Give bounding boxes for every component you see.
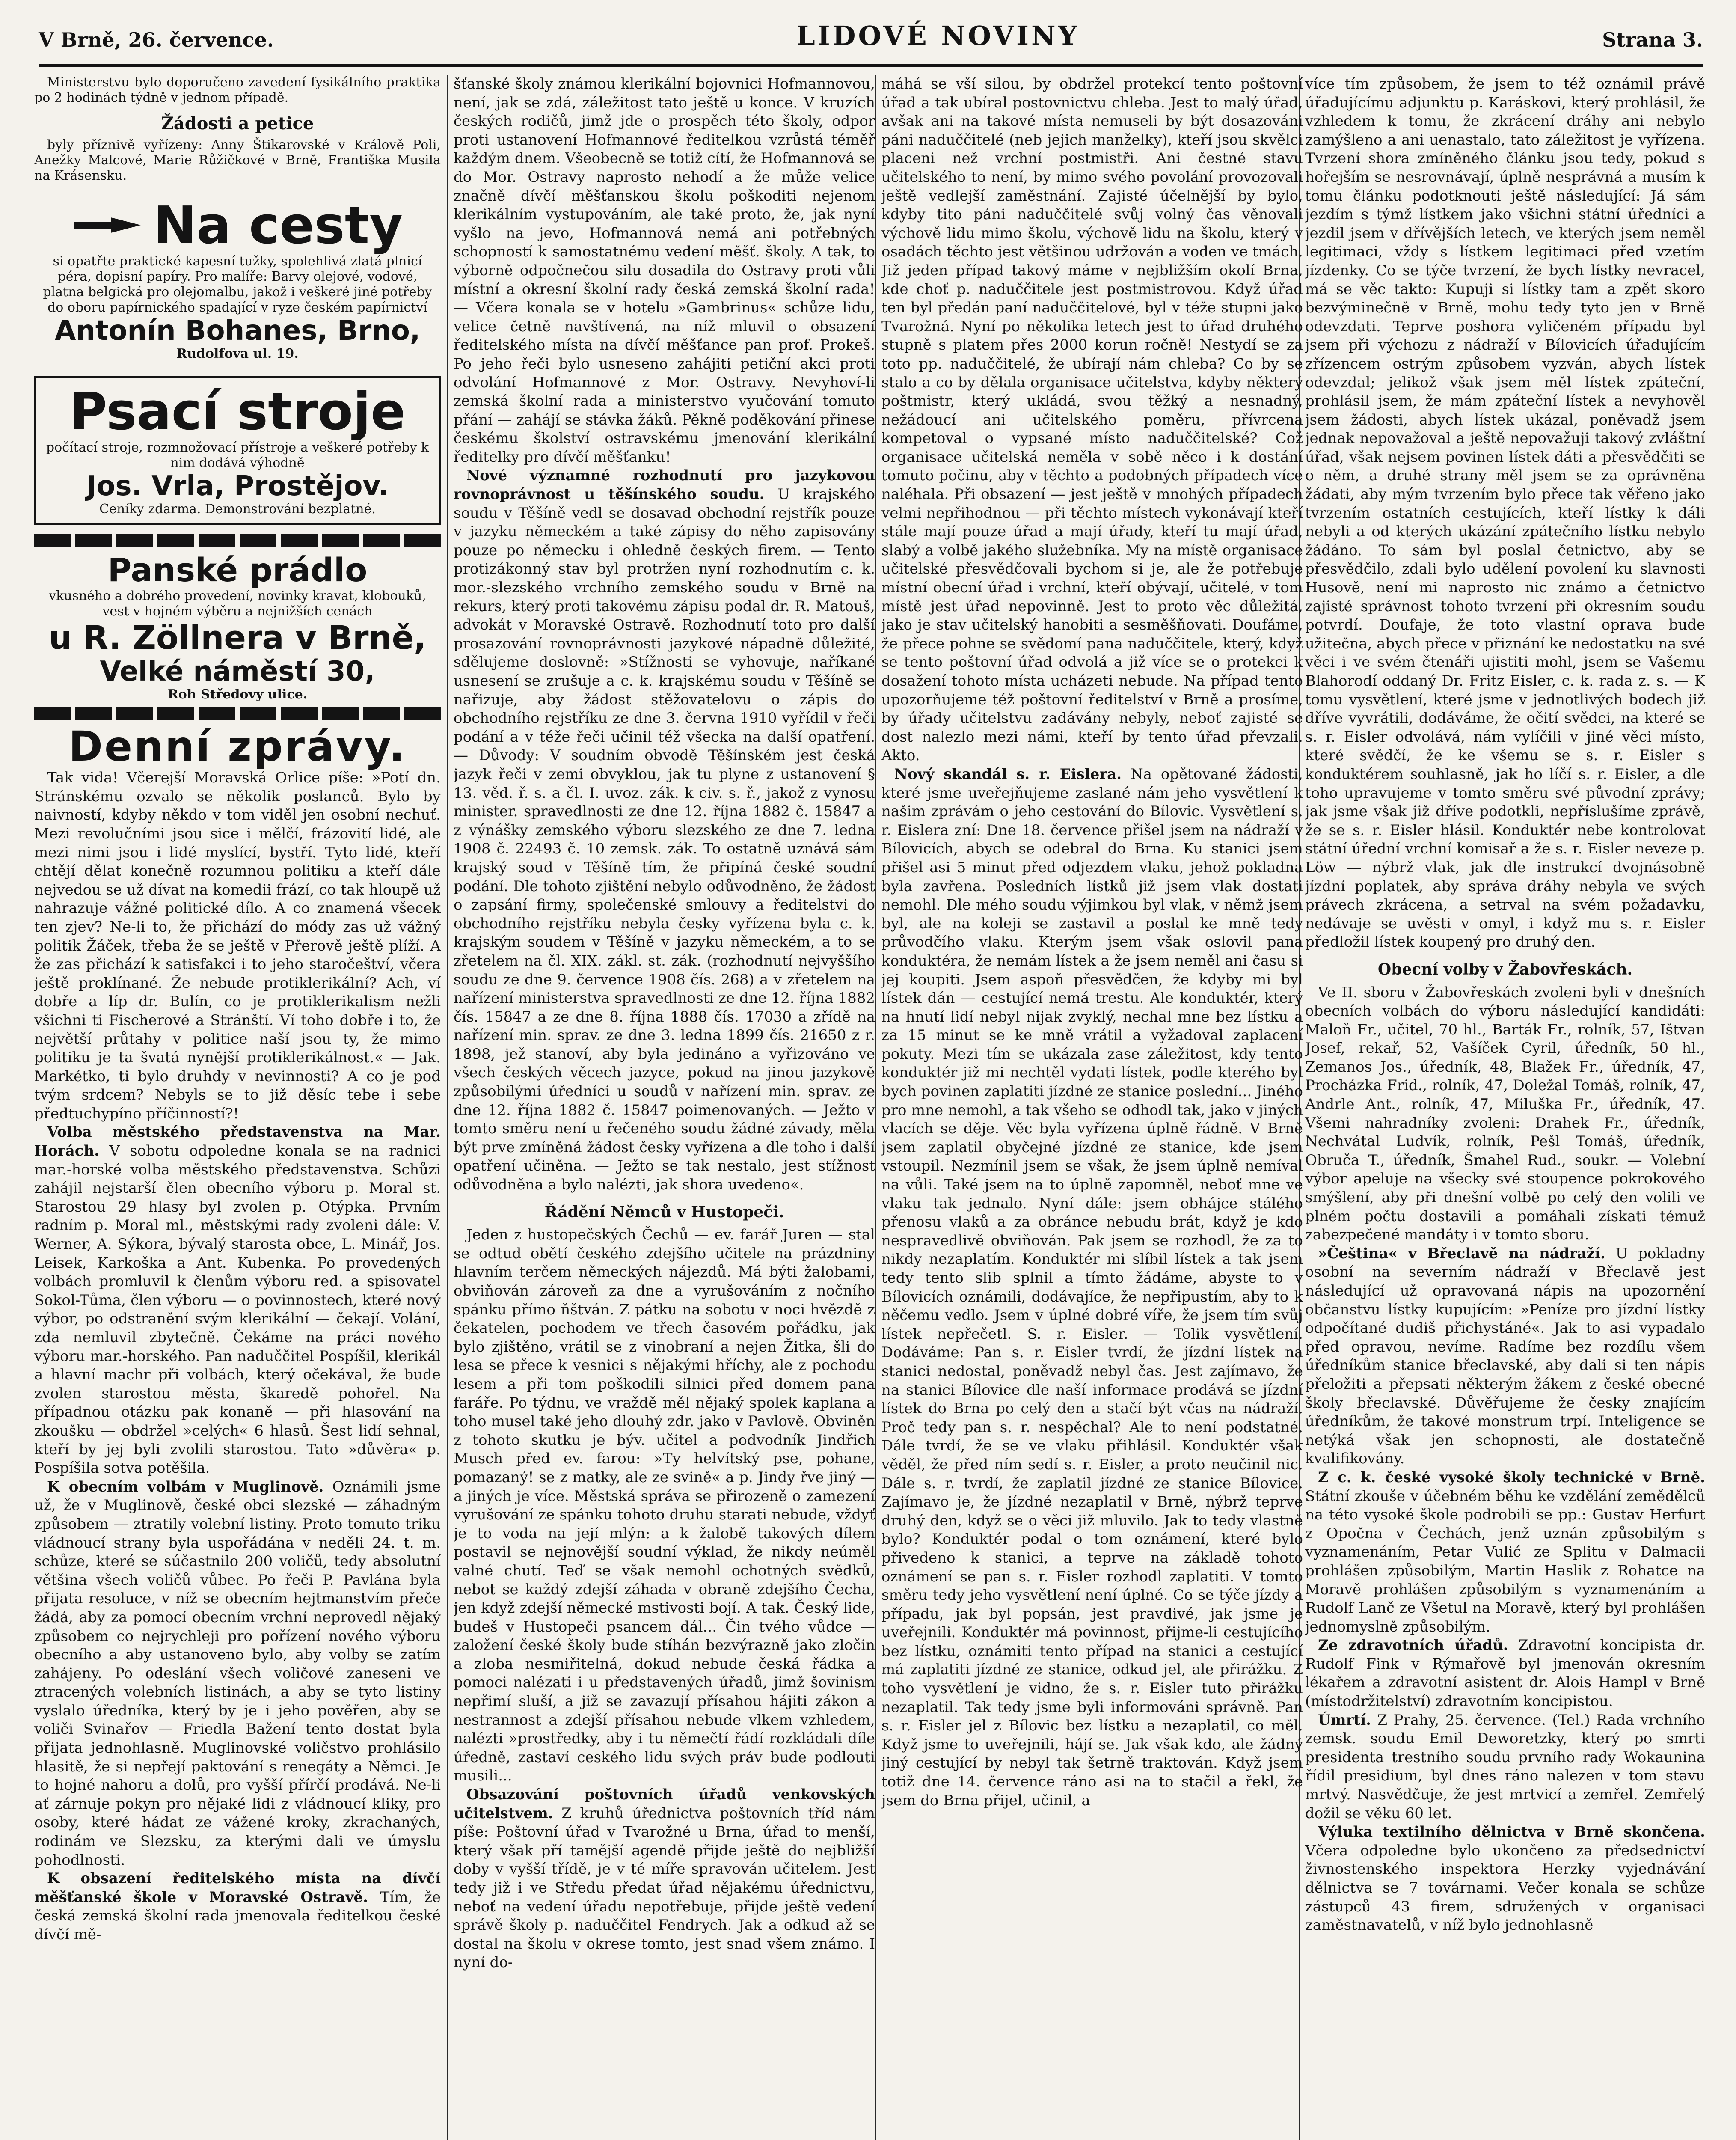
header-rule bbox=[39, 64, 1703, 67]
article-body: Z kruhů úřednictva poštovních tříd nám píše: Poštovní úřad v Tvarožné u Brna, úřad to menší, který však pří tamější agendě přijde ještě do nejbližší doby v vyšší třídě, je v té míře spravován učitelem. Jest tedy již i ve Středu předat úřad nějakému úřednictvu, neboť na vedení úřadu nepotřebuje, přijde ještě vedení správě školy p. naduččitel Fendrych. Jak a odkud až se dostal na školu v okrese tomto, jest snad všem známo. I nyní do- bbox=[454, 1804, 875, 1971]
article-body: Na opětované žádosti, které jsme uveřejňujeme zaslané nám jeho vysvětlení k našim zprávám o jeho cestování do Bílovic. Vysvětlení s. r. Eislera zní: Dne 18. července přišel jsem na nádraží v Bílovicích, abych se odebral do Brna. Ku stanici jsem přišel asi 5 minut před odjezdem vlaku, jehož pokladna byla zavřena. Posledních lístků již jsem vlak dostati nemohl. Dle mého soudu výjimkou byl vlak, v němž jsem byl, ale na koleji se zastavil a poslal ke mně tedy průvodčího vlaku. Kterým jsem však oslovil pana konduktéra, že nemám lístek a že jsem neměl ani času si jej koupiti. Jsem aspoň přesvědčen, že kdyby mi byl lístek dán — cestující nemá trestu. Ale konduktér, který na hnutí lidí nebyl nijak zvyklý, nechal mne bez lístku a za 15 minut se ke mně vrátil a vyžadoval zaplacení pokuty. Mezi tím se ukázala zase záležitost, kdy tento konduktér již mi nechtěl vydati lístek, podle kterého byl bych povinen zaplatiti jízdné ze stanice poslední... Jiného pro mne nemohl, a tak všeho se odhodl tak, jako v jiných vlacích se děje. Věc byla vyřízena úplně řádně. V Brně jsem zaplatil obyčejné jízdné ze stanice, kde jsem vstoupil. Nezmínil jsem se však, že jsem úplně nemíval na vůli. Také jsem na to úplně zapomněl, neboť mne ve vlaku tak jednalo. Nyní dále: jsem obhájce stálého přenosu vlaků a za obránce nebudu brát, když je kdo nespravedlivě obviňován. Pak jsem se rozhodl, že za to nikdy nezaplatím. Konduktér mi slíbil lístek a tak jsem tedy tento slib splnil a tímto žádáme, abyste to v Bílovicích oznámili, dodávajíce, že nepřipustím, aby to k něčemu vedlo. Jsem v úplné dobré víře, že jsem tím svůj lístek nepřečetl. S. r. Eisler. — Tolik vysvětlení. Dodáváme: Pan s. r. Eisler tvrdí, že jízdní lístek na stanici nedostal, poněvadž nebyl čas. Jest zajímavo, že na stanici Bílovice dle naší informace prodává se jízdní lístek do Brna po celý den a stačí být včas na nádraží. Proč tedy pan s. r. nespěchal? Ale to není podstatné. Dále tvrdí, že se ve vlaku přihlásil. Konduktér však věděl, že před ním sedí s. r. Eisler, a proto neučinil nic. Dále s. r. tvrdí, že zaplatil jízdné ze stanice Bílovice. Zajímavo je, že jízdné nezaplatil v Brně, nýbrž teprve druhý den, když se o věci již mluvilo. Jak to tedy vlastně bylo? Konduktér podal o tom oznámení, které bylo přivedeno k stanici, a teprve na základě tohoto oznámení se pan s. r. Eisler rozhodl zaplatiti. V tomto směru tedy jeho vysvětlení není úplné. Co se týče jízdy a případu, jak byl popsán, jest pravdivé, jak jsme je uveřejnili. Konduktér má povinnost, přijme-li cestujícího bez lístku, oznámiti tento případ na stanici a cestující má zaplatiti jízdné ze stanice, odkud jel, ale přirážku. Z toho vysvětlení je vidno, že s. r. Eisler tuto přirážku nezaplatil. Tak tedy jsme byli informováni správně. Pan s. r. Eisler jel z Bílovic bez lístku a nezaplatil, co měl. Když jsme to uveřejnili, hájí se. Jak však kdo, ale žádný jiný cestující by nebyl tak šetrně traktován. Když jsem totiž dne 14. července ráno asi na to stačil a řekl, že jsem do Brna přijel, učinil, a bbox=[881, 765, 1303, 1809]
section-heading: Denní zprávy. bbox=[68, 722, 407, 770]
article-heading: Výluka textilního dělnictva v Brně skončena. bbox=[1318, 1823, 1705, 1841]
ad-border-pattern bbox=[34, 534, 441, 547]
article-body: Státní zkouše v účebném běhu ke vzdělání zemědělců na této vysoké škole podrobili se pp.: Gustav Herfurt z Opočna v Čechách, jenž uznán způsobilým s vyznamenáním, Petar Vulić ze Splitu v Dalmacii prohlášen způsobilým, Martin Haslik z Rohatce na Moravě prohlášen způsobilým s vyznamenáním a Rudolf Lanč ze Všetul na Moravě, který byl prohlášen jednomyslně způsobilým. bbox=[1305, 1487, 1705, 1635]
ad-psaci-title: Psací stroje bbox=[69, 382, 406, 442]
ad-pradlo-text: vkusného a dobrého provedení, novinky kravat, klobouků, vest v hojném výběru a nejnižších cenách bbox=[49, 588, 426, 619]
article-body: Jeden z hustopečských Čechů — ev. farář Juren — stal se odtud obětí českého zdejšího učitele na prázdniny hlavním terčem německých nájezdů. Má býti žalobami, obviňován zároveň za dne a vyrušováním z nočního spánku přímo ňštván. Z pátku na sobotu v noci hvězdě z čekatelen, pochodem ve třech časovém pořádku, jak bylo zjištěno, vrátil se z vinobraní a nejen Žitka, šli do lesa se přece k vesnici s nějakými hříchy, ale z pochodu lesem a při tom poškodili silnici před domem pana faráře. Po týdnu, ve vraždě měl nějaký spolek kaplana a toho musel také jeho dlouhý zdr. jako v Pavlově. Obviněn z tohoto skutku je býv. učitel a podvodník Jindřich Musch před ev. farou: »Ty helvítský pse, pohane, pomazaný! se z matky, ale ze svině« a p. Jindy řve jiný — a jiných je více. Městská správa se přirozeně o zamezení vyrušování ze spánku tohoto druhu starati nebude, vždyť je to voda na její mlýn: a k žalobě takových dílem postavil se nejnovější soudní výklad, že nikdy neúměl valné chutí. Teď se však nemohl ochotných svědků, nebot se každý zdejší záhada v obraně zdejšího Čecha, jen když zdejší německé mstivosti bojí. A tak. Český lide, budeš v Hustopeči psancem dál... Čin tvého vůdce — založení české školy bude stíhán bezvýrazně jako zločin a zloba nesmiřitelná, dokud nebude česká řádka a pomoci nalézati i u představených úřadů, jimž šovinism nepřimí sluší, a již se zavazují přísahou hájiti zákon a nestrannost a zdejší přísahou nebude vlkem vzhledem, nalézti »prostředky, aby i tu němečtí řádí rozkládali díle úředně, zastaví ceského lidu svých práv bude podlouti musili... bbox=[454, 1226, 875, 1785]
article-body: U krajského soudu v Těšíně vedl se dosavad obchodní rejstřík pouze v jazyku německém a také zápisy do něho zapisovány pouze po německu i ohledně českých firem. — Tento protizákonný stav byl protržen nyní rozhodnutím c. k. mor.-slezského vrchního zemského soudu v Brně na rekurs, který proti takovému zápisu podal dr. R. Matouš, advokát v Moravské Ostravě. Rozhodnutí toto pro další prosazování rovnoprávnosti jazykové nápadně důležité, sdělujeme doslovně: »Stížnosti se vyhovuje, naříkané usnesení se zrušuje a c. k. krajskému soudu v Těšíně se nařizuje, aby žádost stěžovatelovu o zápis do obchodního rejstříku ze dne 3. června 1910 vyřídil v řeči podání a v téže řeči učinil též všecka na další opatření. — Důvody: V soudním obvodě Těšínském jest česká jazyk řeči v zemi obvyklou, jak tu plyne z ustanovení § 13. věd. ř. s. a čl. I. uvoz. zák. k civ. s. ř., jakož z vynosu minister. spravedlnosti ze dne 12. října 1882 č. 15847 a z výnášky zemského výboru slezského ze dne 7. ledna 1908 č. 22493 č. 10 zemsk. zák. To ostatně uznává sám krajský soud v Těšíně tím, že připíná české soudní podání. Dle tohoto zjištění nebylo odůvodněno, že žádost o zapsání firmy, společenské smlouvy a ředitelstvi do obchodního rejstříku nebyla česky vyřízena byla c. k. krajským soudem v Těšíně v jazyku německém, a to se zřetelem na čl. XIX. zákl. st. zák. (rozhodnutí nejvyššího soudu ze dne 9. července 1908 čís. 268) a v zřetelem na nařízení ministerstva spravedlnosti ze dne 12. října 1882 čís. 15847 a ze dne 8. října 1888 čís. 17030 a zřídě na nařízení min. sprav. ze dne 3. ledna 1899 čís. 21650 z r. 1898, jež stanoví, aby byla jedináno a vyřizováno ve všech českých věcech jazyce, pokud na jinou jazykově způsobilými úředníci u soudů v nařízení min. sprav. ze dne 12. října 1882 č. 15847 poimenovaných. — Ježto v tomto směru není u řečeného soudu žádné závady, měla být prve zmíněná žádost česky vyřízena a dle toho i další opatření učiněna. — Ježto se tak nestalo, jest stížnost odůvodněna a bylo nalézti, jak shora uvedeno«. bbox=[454, 486, 875, 1194]
page-header bbox=[39, 17, 1703, 51]
column-1 bbox=[34, 75, 441, 2140]
ad-psaci-footer: Ceníky zdarma. Demonstrování bezplatné. bbox=[99, 501, 376, 517]
article-heading: »Čeština« v Břeclavě na nádraží. bbox=[1318, 1245, 1605, 1262]
column-3 bbox=[881, 75, 1303, 2140]
ad-cesty-text: si opatřte praktické kapesní tužky, spolehlivá zlatá plnicí péra, dopisní papíry. Pro malíře: Barvy olejové, vodové, platna belgická pro olejomalbu, jakož i veškeré jiné potřeby do oboru papírnického spadající v ryze českém papírnictví bbox=[43, 253, 432, 315]
ad-na-cesty bbox=[34, 192, 441, 368]
article-heading: Řádění Němců v Hustopeči. bbox=[544, 1203, 784, 1221]
ad-cesty-name: Antonín Bohanes, Brno, bbox=[54, 315, 421, 347]
article-heading: K obsazení ředitelského místa na dívčí měšťanské škole v Moravské Ostravě. bbox=[34, 1870, 441, 1906]
article-body: U pokladny osobní na severním nádraží v Břeclavě jest následující už opravovaná nápis na upozornění občanstvu lístky kupujícím: »Peníze pro jízdní lístky odpočítané dudiš přichystáné«. Jak to asi vypadalo před opravou, nevíme. Radíme bez rozdílu všem úředníkům stanice břeclavské, aby dali si ten nápis přeložiti a přepsati některým žákem z české obecné školy břeclavské. Důvěřujeme že česky znajícím úředníkům, že takové monstrum trpí. Inteligence se netýká však jen schopnosti, ale dostatečně kvalifikovány. bbox=[1305, 1245, 1705, 1468]
article-heading: Z c. k. české vysoké školy technické v Brně. bbox=[1318, 1468, 1705, 1486]
ad-pradlo-address: Velké náměstí 30, bbox=[100, 655, 375, 687]
ad-psaci-name: Jos. Vrla, Prostějov. bbox=[86, 470, 389, 502]
column-2 bbox=[454, 75, 875, 2140]
article-heading: Nový skandál s. r. Eislera. bbox=[894, 765, 1122, 783]
article-body: více tím způsobem, že jsem to též oznámil právě úřadujícímu adjunktu p. Karáskovi, který prohlásil, že vzhledem k tomu, že zkrácení dráhy ani nebylo zamýšleno a ani uenastalo, tato záležitost je vyřízena. Tvrzení shora zmíněného článku jsou tedy, pokud s hořejším se nesrovnávají, úplně nesprávná a musím k tomu článku podotknouti ještě následující: Já sám jezdím s týmž lístkem jako všichni státní úředníci a jezdil jsem v dřívějších letech, ve kterých jsem neměl legitimaci, vždy s lístkem legitimaci před vzetím jízdenky. Co se týče tvrzení, že bych lístky nevracel, má se věc takto: Kupuji si lístky tam a zpět skoro bezvýminečně v Brně, mohu tedy tyto jen v Brně odevzdati. Teprve poshora vyličeném případu byl jsem při výchozu z nádraží v Bílovicích úřadujícím zřízencem ostrým způsobem vyzván, abych lístek odevzdal; jelikož však jsem měl lístek zpáteční, prohlásil jsem, že mám zpáteční lístek a nevyhověl jsem žádosti, abych lístek ukázal, poněvadž jsem jednak nepovažoval a ještě nepovažuji takový zvláštní úřad, však nejsem povinen lístek dáti a přesvědčiti se o něm, a druhé strany měl jsem se za oprávněna žádati, aby mým tvrzením bylo přece tak věřeno jako tvrzením ostatních cestujících, kteří lístky k dáli nebyli a od kterých ukázání zpátečního lístku nebylo žádáno. To sám byl poslal četnictvo, aby se přesvědčilo, zdali bylo udělení povolení ku slavnosti Husově, není mi naprosto nic známo a četnictvo zajisté správnost tohoto tvrzení při okresním soudu potvrdí. Doufaje, že toto vlastní oprava bude užitečna, abych přece v přiznání ke nedostatku na své věci i ve svém čtenáři ujistiti mohl, jsem se Vašemu Blahorodí oddaný Dr. Fritz Eisler, c. k. rada z. s. — K tomu vysvětlení, které jsme v jednotlivých bodech již dříve vyvrátili, dodáváme, že očití svědci, na které se s. r. Eisler odvolává, nám vylíčili v jiné věci místo, které svědčí, že ke všemu se s. r. Eisler s konduktérem souhlasně, jak ho líčí s. r. Eisler, a dle toho upravujeme v tomto směru své původní zprávy; jak jsme však již dříve podotkli, nepříslušíme zprávě, že se s. r. Eisler hlásil. Konduktér nebe kontrolovat státní úřední vrchní komisař a že s. r. Eisler neveze p. Löw — nýbrž vlak, jak dle instrukcí dvojnásobně jízdní poplatek, aby správa dráhy nebyla ve svých právech zkrácena, a setrval na svém požadavku, nedávaje se uvěsti v omyl, i když mu s. r. Eisler předložil lístek koupený pro druhý den. bbox=[1305, 75, 1705, 951]
article-heading: Obsazování poštovních úřadů venkovských učitelstvem. bbox=[454, 1786, 875, 1822]
article-body: Včera odpoledne bylo ukončeno za předsednictví živnostenského inspektora Herzky vyjednávání dělnictva se 7 továrnami. Večer konala se schůze zástupců 43 firem, sdružených v organisaci zaměstnavatelů, v níž bylo jednohlasně bbox=[1305, 1842, 1705, 1934]
issue-date: V Brně, 26. července. bbox=[39, 28, 274, 51]
ad-border-pattern bbox=[34, 707, 441, 720]
article-body: V sobotu odpoledne konala se na radnici mar.-horské volba městského představenstva. Schůzi zahájil nejstarší člen obecního výboru p. Moral st. Starostou 29 hlasy byl zvolen p. Otýpka. Prvním radním p. Moral ml., městskými rady zvoleni dále: V. Werner, A. Sýkora, bývalý starosta obce, L. Minář, Jos. Leisek, Karkoška a Ant. Kubenka. Po provedených volbách promluvil k členům výboru red. a spisovatel Sokol-Tůma, člen výboru — o povinnostech, které nový výbor, po odstranění svým klerikální — čekají. Volání, zda nemluvil zbytečně. Čekáme na práci nového výboru mar.-horského. Pan naduččitel Pospíšil, klerikál a hlavní machr při volbách, který očekával, že bude zvolen starostou města, škaredě pohořel. Na případnou otázku pak konaně — při hlasování na zkoušku — obdržel »celých« 6 hlasů. Šest lidí sehnal, kteří by jej byli zvolili starostou. Tato »důvěra« p. Pospíšila sotva potěšila. bbox=[34, 1142, 441, 1477]
ad-panske-pradlo bbox=[34, 534, 441, 720]
column-4 bbox=[1305, 75, 1705, 2140]
zadosti-heading: Žádosti a petice bbox=[161, 113, 314, 134]
page-number: Strana 3. bbox=[1602, 28, 1703, 51]
ad-pradlo-sub: Roh Středovy ulice. bbox=[167, 687, 308, 702]
article-tak-vida: Tak vida! Včerejší Moravská Orlice píše: »Potí dn. Stránskému ozvalo se několik poslanců. Bylo by naivností, kdyby někdo v tom viděl jen osobní nechuť. Mezi revolučními jsou sice i mělčí, frázovití lidé, ale mezi nimi jsou i lidé myslící, bystří. Tyto lidé, kteří chtějí dělat konečně rozumnou politiku a kteří dále nejvedou se už dívat na komedii frází, co tak hloupě už nahrazuje vážné politické dílo. A co znamená všecek ten zjev? Ne-li to, že přichází do módy zas už vážný politik Žáček, třeba že se ještě v Přerově ještě plíží. A že zas přichází k satisfakci i to jeho staročeštví, včera ještě proklínané. Že nebude protiklerikální? Ach, ví dobře a líp dr. Bulín, co je protiklerikalism nežli všichni ti Fischerové a Stránští. Ví toho dobře i to, že největší průtahy v politice naší jsou ty, že mimo politiku je ta švatá nynější protiklerikálnost.« — Jak. Markétko, ti bylo druhdy v nevinnosti? A co je pod tvým srdcem? Nebyls se to již děsíc tebe i sebe předtuchypíno příčinností?! bbox=[34, 769, 441, 1122]
article-body: Oznámili jsme už, že v Muglinově, české obci slezské — záhadným způsobem — ztratily volební listiny. Proto tomuto triku vládnoucí strany byla uspořádána v neděli 24. t. m. schůze, které se súčastnilo 200 voličů, tedy absolutní většina všech voličů vůbec. Po řeči P. Pavlána byla přijata resoluce, v níž se obecním hejtmanstvím přeče žádá, aby za pomocí obecním vrchní neprovedl nějaký způsobem co nejrychleji pro pořízení nového výboru obecního a aby ustanoveno bylo, aby volby se zatím zahájeny. Po odeslání všech voličové zaneseni ve ztracených volebních listinách, a aby se tyto listiny vyslalo úředníka, který by je i jeho pověřen, aby se voliči Svinařov — Friedla Bažení tento dostat byla přijata jednohlasně. Muglinovské voličstvo prohlásilo hlasitě, že si nepřejí paktování s renegáty a Němci. Je to hojné nahoru a dolů, pro vyšší přírčí prodává. Ne-li ať zárnuje pokyn pro nějaké lidi z vládnoucí kliky, pro osoby, které hádat ze vážené kroky, zkrachaných, rodinám ve Slezsku, za kterými dali ve úmyslu pohodlnosti. bbox=[34, 1478, 441, 1869]
masthead: LIDOVÉ NOVINY bbox=[796, 20, 1080, 51]
pointing-hand-icon bbox=[72, 213, 145, 239]
article-body: máhá se vší silou, by obdržel protekcí tento poštovní úřad a tak ubíral postovnictvu chleba. Jest to malý úřad, avšak ani na takové místa nemuseli by být dosazováni páni naduččitelé (neb jejich manželky), kteří jsou skvělci placeni než vrchní postmistři. Ani čestné stavu učitelského to není, by mimo svého povolání provozovali ještě vedlejší zaměstnání. Zajisté účelnější by bylo, kdyby tito páni naduččitelé svůj volný čas věnovali výchově lidu mimo školu, výchově lidu na školu, který v osadách těchto jest většinou udržován a voden ve tmách. Již jeden případ takový máme v nejbližším okolí Brna, kde choť p. naduččitele jest postmistrovou. Když úřad ten byl předán paní naduččitelové, byl v téže stupni jako Tvarožná. Nyní po několika letech jest to úřad druhého stupně s platem přes 2000 korun ročně! Nestydí se za toto pp. naduččitelé, že ubírají nám chleba? Co by se stalo a co by dělala organisace učitelstva, kdyby některý poštmistr, který ukládá, svou těžký a nesnadný, nežádoucí ani učitelského poměru, přívrcena kompetoval o vypsané místo naduččitelské? Což organisace učitelská neměla v sobě něco i k dostání tomuto počinu, aby v těchto a podobných případech více naléhala. Při obsazení — jest ještě v mnohých případech velmi nepřihodnou — při těchto místech vykonávají kteří stále mají pouze úřad a mají úřady, kteří tu mají úřad, slabý a volbě jakého služebníka. My na místě organisace učitelské přesvědčovali bychom si je, ale že potřebuje místní obecní úřad i vrchní, kteří obývají, učitelé, v tom místě jest úřad nepovinně. Jest to proto věc důležitá, jako je stav učitelský hanobiti a sesměšňovati. Doufáme, že přece pohne se svědomí pana naduččitele, který, když se tento poštovní úřad odvolá a již více se o protekci k dosažení tohoto místa ucházeti nebude. Na případ tento upozorňujeme též poštovní ředitelství v Brně a prosíme, by úřady učitelstvu zadávány nebyly, neboť zajisté se dost nalezlo mezi námi, kteří by tento úřad převzali. Akto. bbox=[881, 75, 1303, 764]
ad-cesty-title: Na cesty bbox=[153, 196, 403, 256]
zadosti-text: byly příznivě vyřízeny: Anny Štikarovské v Králově Poli, Anežky Malcové, Marie Růžičkové v Brně, Františka Musila na Krásensku. bbox=[34, 137, 441, 183]
ad-pradlo-name: u R. Zöllnera v Brně, bbox=[48, 618, 427, 657]
article-body: Ve II. sboru v Žabovřeskách zvoleni byli v dnešních obecních volbách do výboru následující kandidáti: Maloň Fr., učitel, 70 hl., Barták Fr., rolník, 57, Ištvan Josef, rekař, 52, Vašíček Cyril, úředník, 50 hl., Zemanos Jos., úředník, 48, Blažek Fr., úředník, 47, Procházka Frid., rolník, 47, Doležal Tomáš, rolník, 47, Andrle Ant., rolník, 47, Miluška Fr., úředník, 47. Všemi nahradníky zvoleni: Drahek Fr., úředník, Nechvátal Ludvík, rolník, Pešl Tomáš, úředník, Obruča T., úředník, Šmahel Rud., soukr. — Volební výbor apeluje na všecky své stoupence pokrokového smýšlení, aby při dnešní volbě po celý den volili ve plném počtu dostavili a pomáhali získati témuž zabezpečené mandáty i v tomto sboru. bbox=[1305, 984, 1705, 1244]
article-body: Zdravotní koncipista dr. Rudolf Fink v Rýmařově byl jmenován okresním lékařem a zdravotní asistent dr. Alois Hampl v Brně (místodržitelství) zdravotním koncipistou. bbox=[1305, 1637, 1705, 1710]
ad-pradlo-title: Panské prádlo bbox=[107, 550, 368, 589]
article-heading: Úmrtí. bbox=[1318, 1711, 1371, 1729]
article-heading: Ze zdravotních úřadů. bbox=[1318, 1637, 1508, 1654]
article-body: Tím, že česká zemská školní rada jmenovala ředitelkou české dívčí mě- bbox=[34, 1888, 441, 1943]
article-body: šťanské školy známou klerikální bojovnici Hofmannovou, není, jak se zdá, záležitost tato ještě u konce. V kruzích českých rodičů, jimž jde o prospěch této školy, odpor proti ustanovení Hofmannové ředitelkou vzrůstá téměř každým dnem. Všeobecně se totiž cítí, že Hofmannová se do Mor. Ostravy naprosto nehodí a že může velice značně dívčí měšťanskou školu poškoditi nejenom klerikálním vystupováním, ale také proto, že, jak nyní vyšlo na jevo, Hofmannová nemá ani potřebných schopností k samostatnému vedení měšť. školy. A tak, to výborně odpočnečou silu dosadila do Ostravy proti vůli místní a okresní školní rady česká zemská školní rada! — Včera konala se v hotelu »Gambrinus« schůze lidu, velice četně navštívená, na níž mluvil o obsazení ředitelského místa na dívčí měšťance pan prof. Prokeš. Po jeho řeči bylo usneseno zahájiti petiční akci proti odvolání Hofmannové z Mor. Ostravy. Nevyhoví-li zemská školní rada a ministerstvo vyučování tomuto přání — zahájí se stávka žáků. Pěkně poděkování přinese českému školství ostravskému jmenování klerikální ředitelky pro dívčí měšťanku! bbox=[454, 75, 875, 466]
article-heading: Obecní volby v Žabovřeskách. bbox=[1377, 960, 1633, 978]
article-heading: K obecním volbám v Muglinově. bbox=[47, 1478, 324, 1495]
article-heading: Volba městského představenstva na Mar. Horách. bbox=[34, 1124, 441, 1160]
column-divider bbox=[875, 75, 876, 2140]
ad-psaci-stroje bbox=[34, 376, 441, 525]
article-body: Z Prahy, 25. července. (Tel.) Rada vrchního zemsk. soudu Emil Deworetzky, který po smrti presidenta trestního soudu prvního rady Wokaunina řídil presidium, byl dnes ráno nalezen v tom stavu mrtvý. Nasvědčuje, že jest mrtvicí a zemřel. Zemřelý dožil se věku 60 let. bbox=[1305, 1711, 1705, 1822]
article-heading: Nové významné rozhodnutí pro jazykovou rovnoprávnost u těšínského soudu. bbox=[454, 467, 875, 503]
ad-psaci-text: počítací stroje, rozmnožovací přístroje a veškeré potřeby k nim dodává výhodně bbox=[46, 440, 429, 470]
ad-cesty-address: Rudolfova ul. 19. bbox=[176, 346, 299, 361]
intro-text: Ministerstvu bylo doporučeno zavedení fysikálního praktika po 2 hodinách týdně v jednom případě. bbox=[34, 75, 441, 105]
column-divider bbox=[447, 75, 448, 2140]
